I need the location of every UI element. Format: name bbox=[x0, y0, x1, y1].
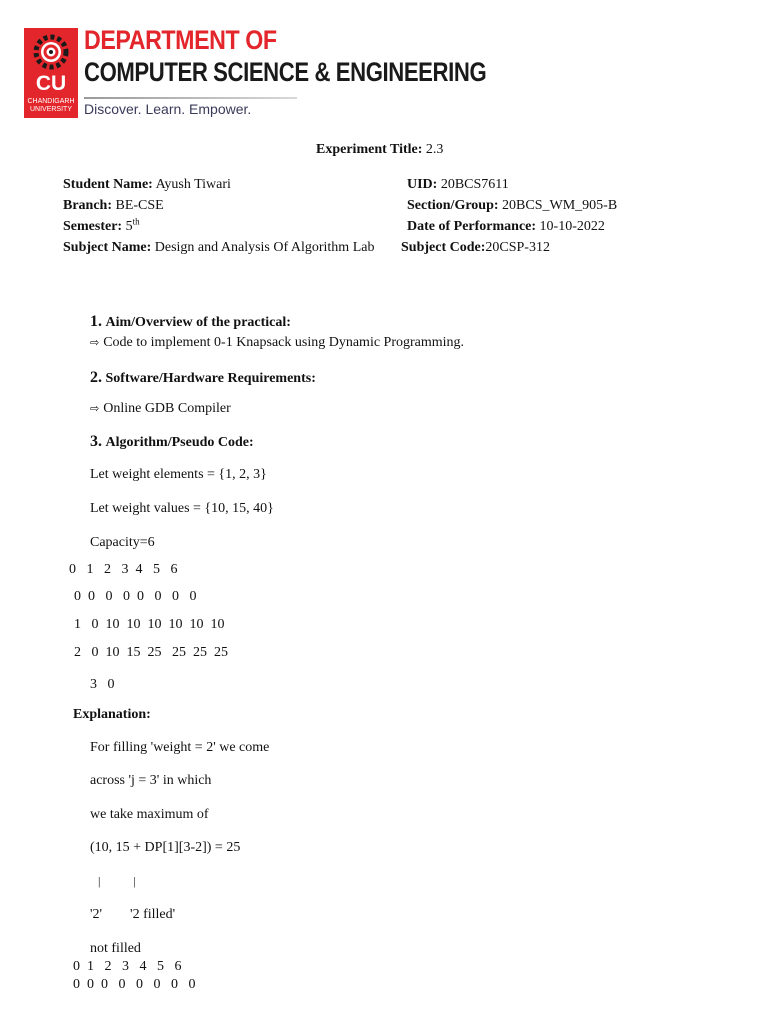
logo-line-1: CHANDIGARH bbox=[27, 98, 75, 105]
dp-table-2-row-0: 0 0 0 0 0 0 0 0 bbox=[73, 977, 196, 992]
explanation-line-7: not filled bbox=[90, 941, 141, 956]
section-software-heading bbox=[90, 369, 316, 387]
subject-code-value: 20CSP-312 bbox=[485, 240, 550, 255]
student-name bbox=[63, 177, 231, 193]
experiment-title-value: 2.3 bbox=[425, 142, 444, 157]
date-value: 10-10-2022 bbox=[539, 219, 605, 234]
section-algo-heading bbox=[90, 433, 254, 451]
section-aim-title: Aim/Overview of the practical: bbox=[105, 315, 291, 330]
branch bbox=[63, 198, 164, 214]
arrow-right-icon: ⇨ bbox=[90, 402, 100, 415]
arrow-right-icon: ⇨ bbox=[90, 336, 100, 349]
subject-code-label: Subject Code: bbox=[401, 240, 486, 255]
date-of-performance bbox=[407, 219, 605, 235]
section-aim-text: Code to implement 0-1 Knapsack using Dynamic Programming. bbox=[103, 335, 465, 350]
dp-table-header: 0 1 2 3 4 5 6 bbox=[69, 562, 178, 577]
semester bbox=[63, 216, 140, 235]
semester-value: 5 bbox=[125, 219, 133, 234]
section-algo-title: Algorithm/Pseudo Code: bbox=[105, 435, 254, 450]
branch-value: BE-CSE bbox=[115, 198, 164, 213]
dp-table-row-0: 0 0 0 0 0 0 0 0 bbox=[74, 589, 197, 604]
tagline: Discover. Learn. Empower. bbox=[84, 101, 252, 117]
branch-label: Branch: bbox=[63, 198, 112, 213]
explanation-line-2: across 'j = 3' in which bbox=[90, 773, 212, 788]
department-title-line-1: DEPARTMENT OF bbox=[84, 25, 277, 55]
tagline-divider bbox=[84, 97, 297, 99]
subject-code bbox=[401, 240, 550, 256]
section-aim-heading bbox=[90, 313, 291, 331]
university-logo bbox=[24, 28, 78, 118]
experiment-title-label: Experiment Title: bbox=[316, 142, 423, 157]
explanation-line-6: '2' '2 filled' bbox=[90, 907, 176, 922]
date-label: Date of Performance: bbox=[407, 219, 537, 234]
student-name-label: Student Name: bbox=[63, 177, 153, 192]
section-software-title: Software/Hardware Requirements: bbox=[105, 371, 316, 386]
uid-label: UID: bbox=[407, 177, 438, 192]
uid-value: 20BCS7611 bbox=[440, 177, 509, 192]
semester-label: Semester: bbox=[63, 219, 123, 234]
experiment-title bbox=[316, 142, 443, 158]
subject-name-label: Subject Name: bbox=[63, 240, 152, 255]
section-aim-number: 1. bbox=[90, 313, 102, 330]
logo-initials: CU bbox=[35, 72, 67, 95]
dp-table-row-2: 2 0 10 15 25 25 25 25 bbox=[74, 645, 228, 660]
subject-name bbox=[63, 240, 374, 256]
student-name-value: Ayush Tiwari bbox=[155, 177, 231, 192]
section-aim-bullet bbox=[90, 335, 464, 351]
department-title-line-2: COMPUTER SCIENCE & ENGINEERING bbox=[84, 57, 487, 87]
section-software-bullet bbox=[90, 401, 231, 417]
dp-table-2-header: 0 1 2 3 4 5 6 bbox=[73, 959, 182, 974]
explanation-line-4: (10, 15 + DP[1][3-2]) = 25 bbox=[90, 840, 241, 855]
section-group bbox=[407, 198, 617, 214]
section-software-number: 2. bbox=[90, 369, 102, 386]
explanation-title: Explanation: bbox=[73, 707, 151, 722]
semester-suffix: th bbox=[132, 216, 140, 227]
subject-name-value: Design and Analysis Of Algorithm Lab bbox=[154, 240, 375, 255]
section-group-label: Section/Group: bbox=[407, 198, 499, 213]
explanation-line-3: we take maximum of bbox=[90, 807, 209, 822]
section-software-text: Online GDB Compiler bbox=[103, 401, 231, 416]
dp-table-row-1: 1 0 10 10 10 10 10 10 bbox=[74, 617, 225, 632]
dp-table-row-3: 3 0 bbox=[90, 677, 115, 692]
logo-line-2: UNIVERSITY bbox=[29, 106, 72, 113]
section-group-value: 20BCS_WM_905-B bbox=[502, 198, 618, 213]
algo-values-line: Let weight values = {10, 15, 40} bbox=[90, 501, 274, 516]
explanation-pointer-lines: | | bbox=[98, 874, 136, 888]
uid bbox=[407, 177, 509, 193]
algo-capacity-line: Capacity=6 bbox=[90, 535, 155, 550]
algo-weights-line: Let weight elements = {1, 2, 3} bbox=[90, 467, 267, 482]
explanation-line-1: For filling 'weight = 2' we come bbox=[90, 740, 270, 755]
section-algo-number: 3. bbox=[90, 433, 102, 450]
